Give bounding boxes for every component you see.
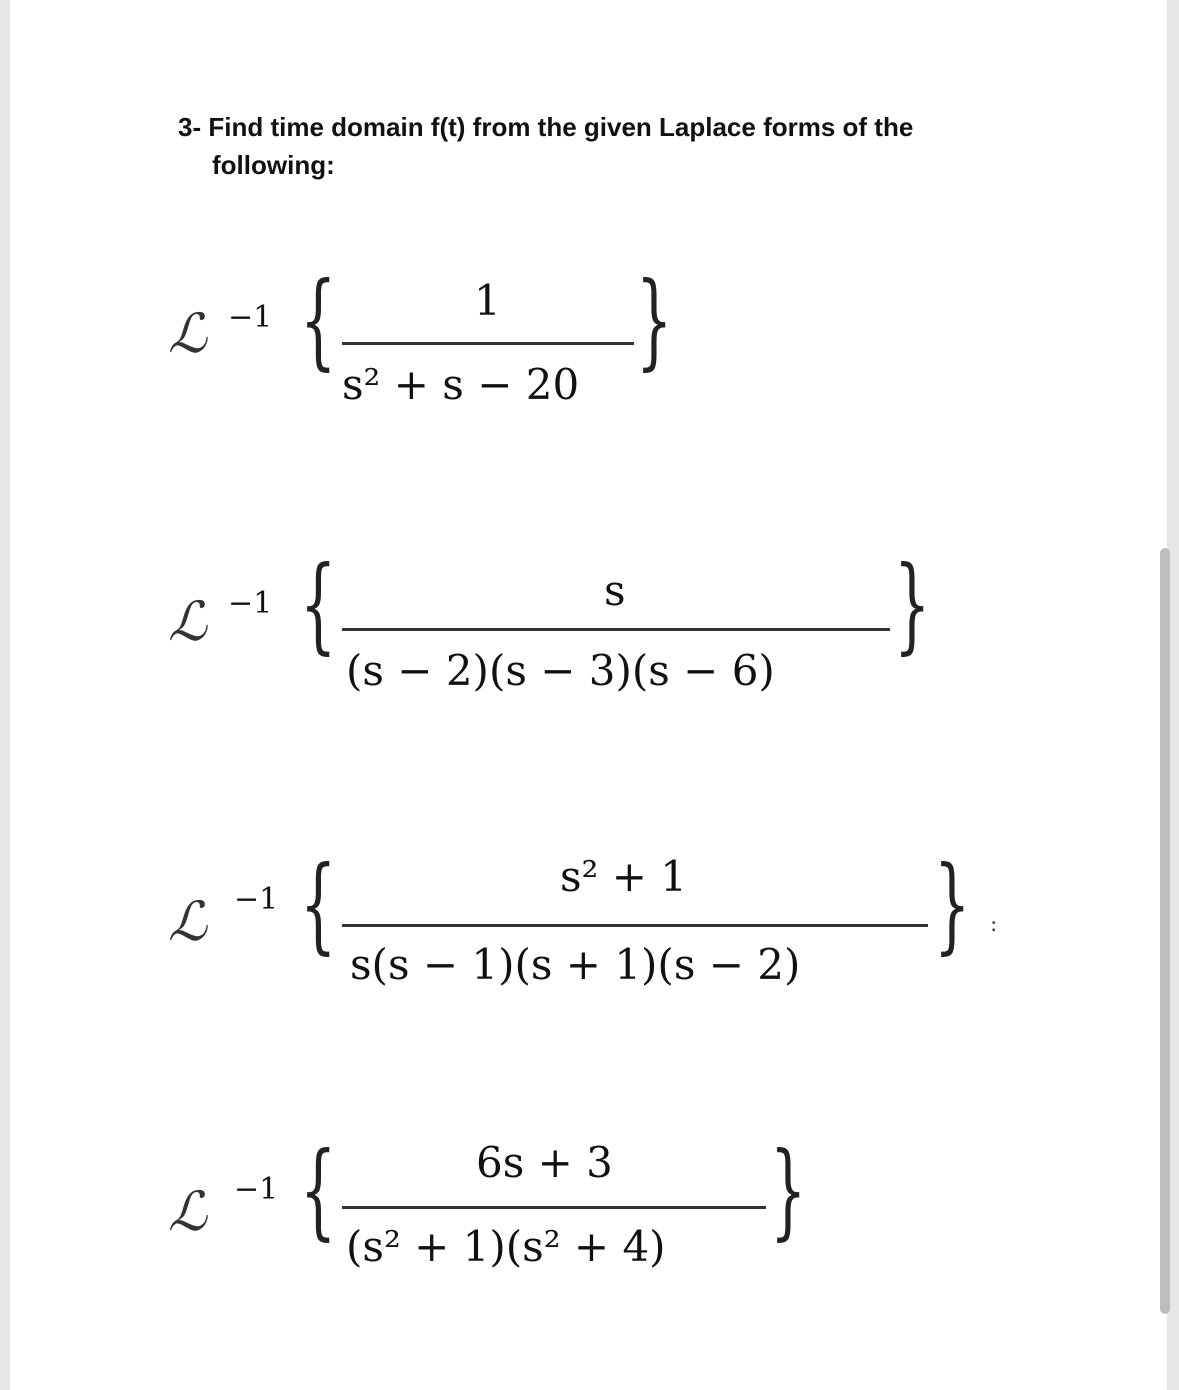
numerator: s² + 1 [560, 852, 688, 901]
vertical-scrollbar[interactable] [1160, 548, 1170, 1314]
question-number: 3- [178, 112, 202, 142]
laplace-symbol: ℒ [168, 1182, 207, 1242]
inverse-exponent: −1 [234, 1172, 279, 1207]
question-line-2: following: [212, 150, 335, 180]
left-brace: { [300, 1129, 337, 1251]
fraction-bar [342, 1206, 766, 1209]
denominator: s² + s − 20 [342, 360, 580, 409]
right-brace: } [894, 543, 931, 665]
trailing-colon: : [990, 912, 998, 937]
fraction-bar [342, 342, 634, 345]
question-line-1 [178, 108, 913, 146]
laplace-symbol: ℒ [168, 304, 207, 364]
laplace-symbol: ℒ [168, 592, 207, 652]
fraction-bar [342, 628, 890, 631]
right-brace: } [636, 259, 673, 381]
numerator: 6s + 3 [476, 1138, 613, 1187]
denominator: (s² + 1)(s² + 4) [346, 1222, 666, 1271]
inverse-exponent: −1 [228, 586, 273, 621]
fraction-bar [342, 924, 928, 927]
numerator: 1 [474, 276, 501, 325]
left-brace: { [300, 843, 337, 965]
inverse-exponent: −1 [234, 882, 279, 917]
question-line-1-text: Find time domain f(t) from the given Laplace forms of the [208, 112, 914, 142]
denominator: s(s − 1)(s + 1)(s − 2) [350, 940, 801, 989]
laplace-symbol: ℒ [168, 892, 207, 952]
page-left-margin [0, 0, 10, 1390]
right-brace: } [770, 1129, 807, 1251]
left-brace: { [300, 543, 337, 665]
denominator: (s − 2)(s − 3)(s − 6) [346, 646, 775, 695]
numerator: s [604, 566, 626, 615]
right-brace: } [934, 843, 971, 965]
question-text [178, 108, 913, 184]
left-brace: { [300, 259, 337, 381]
inverse-exponent: −1 [228, 300, 273, 335]
